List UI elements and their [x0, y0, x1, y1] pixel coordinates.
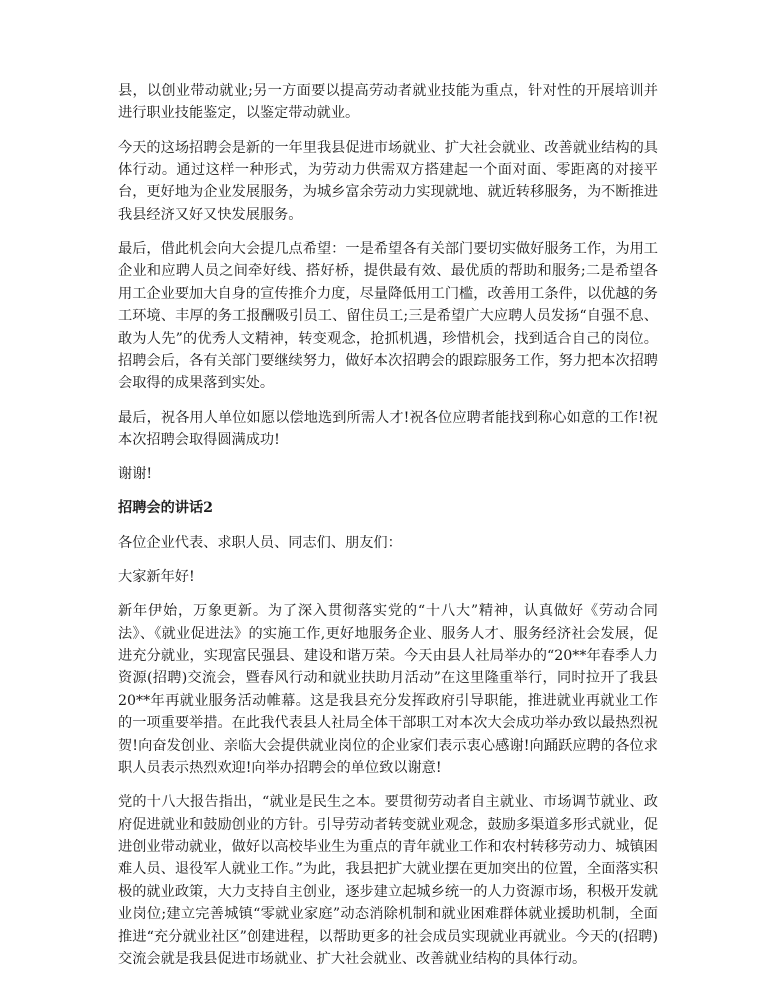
body-paragraph: 新年伊始，万象更新。为了深入贯彻落实党的“十八大”精神，认真做好《劳动合同法》、《就业促进法》的实施工作,更好地服务企业、服务人才、服务经济社会发展，促进充分就业，实现富民强县、建设和谐万荣。今天由县人社局举办的“20**年春季人力资源(招聘)交流会，暨春风行动和就业扶助月活动”在这里隆重举行，同时拉开了我县20**年再就业服务活动帷幕。这是我县充分发挥政府引导职能，推进就业再就业工作的一项重要举措。在此我代表县人社局全体干部职工对本次大会成功举办致以最热烈祝贺!向奋发创业、亲临大会提供就业岗位的企业家们表示衷心感谢!向踊跃应聘的各位求职人员表示热烈欢迎!向举办招聘会的单位致以谢意!: [118, 603, 658, 776]
body-paragraph: 今天的这场招聘会是新的一年里我县促进市场就业、扩大社会就业、改善就业结构的具体行动。通过这样一种形式，为劳动力供需双方搭建起一个面对面、零距离的对接平台，更好地为企业发展服务，为城乡富余劳动力实现就地、就近转移服务，为不断推进我县经济又好又快发展服务。: [118, 139, 658, 223]
greeting: 大家新年好!: [118, 568, 195, 585]
body-paragraph: 谢谢!: [118, 466, 153, 483]
body-paragraph: 党的十八大报告指出，“就业是民生之本。要贯彻劳动者自主就业、市场调节就业、政府促进就业和鼓励创业的方针。引导劳动者转变就业观念，鼓励多渠道多形式就业，促进创业带动就业，做好以高校毕业生为重点的青年就业工作和农村转移劳动力、城镇困难人员、退役军人就业工作。”为此，我县把扩大就业摆在更加突出的位置，全面落实积极的就业政策，大力支持自主创业，逐步建立起城乡统一的人力资源市场，积极开发就业岗位;建立完善城镇“零就业家庭”动态消除机制和就业困难群体就业援助机制，全面推进“充分就业社区”创建进程，以帮助更多的社会成员实现就业再就业。今天的(招聘)交流会就是我县促进市场就业、扩大社会就业、改善就业结构的具体行动。: [118, 794, 658, 967]
body-paragraph: 最后，借此机会向大会提几点希望：一是希望各有关部门要切实做好服务工作，为用工企业和应聘人员之间牵好线、搭好桥，提供最有效、最优质的帮助和服务;二是希望各用工企业要加大自身的宣传推介力度，尽量降低用工门槛，改善用工条件，以优越的务工环境、丰厚的务工报酬吸引员工、留住员工;三是希望广大应聘人员发扬“自强不息、敢为人先”的优秀人文精神，转变观念，抢抓机遇，珍惜机会，找到适合自己的岗位。招聘会后，各有关部门要继续努力，做好本次招聘会的跟踪服务工作，努力把本次招聘会取得的成果落到实处。: [118, 241, 658, 392]
section-heading: 招聘会的讲话2: [118, 500, 213, 517]
body-paragraph: 最后，祝各用人单位如愿以偿地选到所需人才!祝各位应聘者能找到称心如意的工作!祝本次招聘会取得圆满成功!: [118, 409, 658, 449]
salutation: 各位企业代表、求职人员、同志们、朋友们：: [118, 534, 402, 551]
body-paragraph: 县，以创业带动就业;另一方面要以提高劳动者就业技能为重点，针对性的开展培训并进行职业技能鉴定，以鉴定带动就业。: [118, 83, 658, 122]
